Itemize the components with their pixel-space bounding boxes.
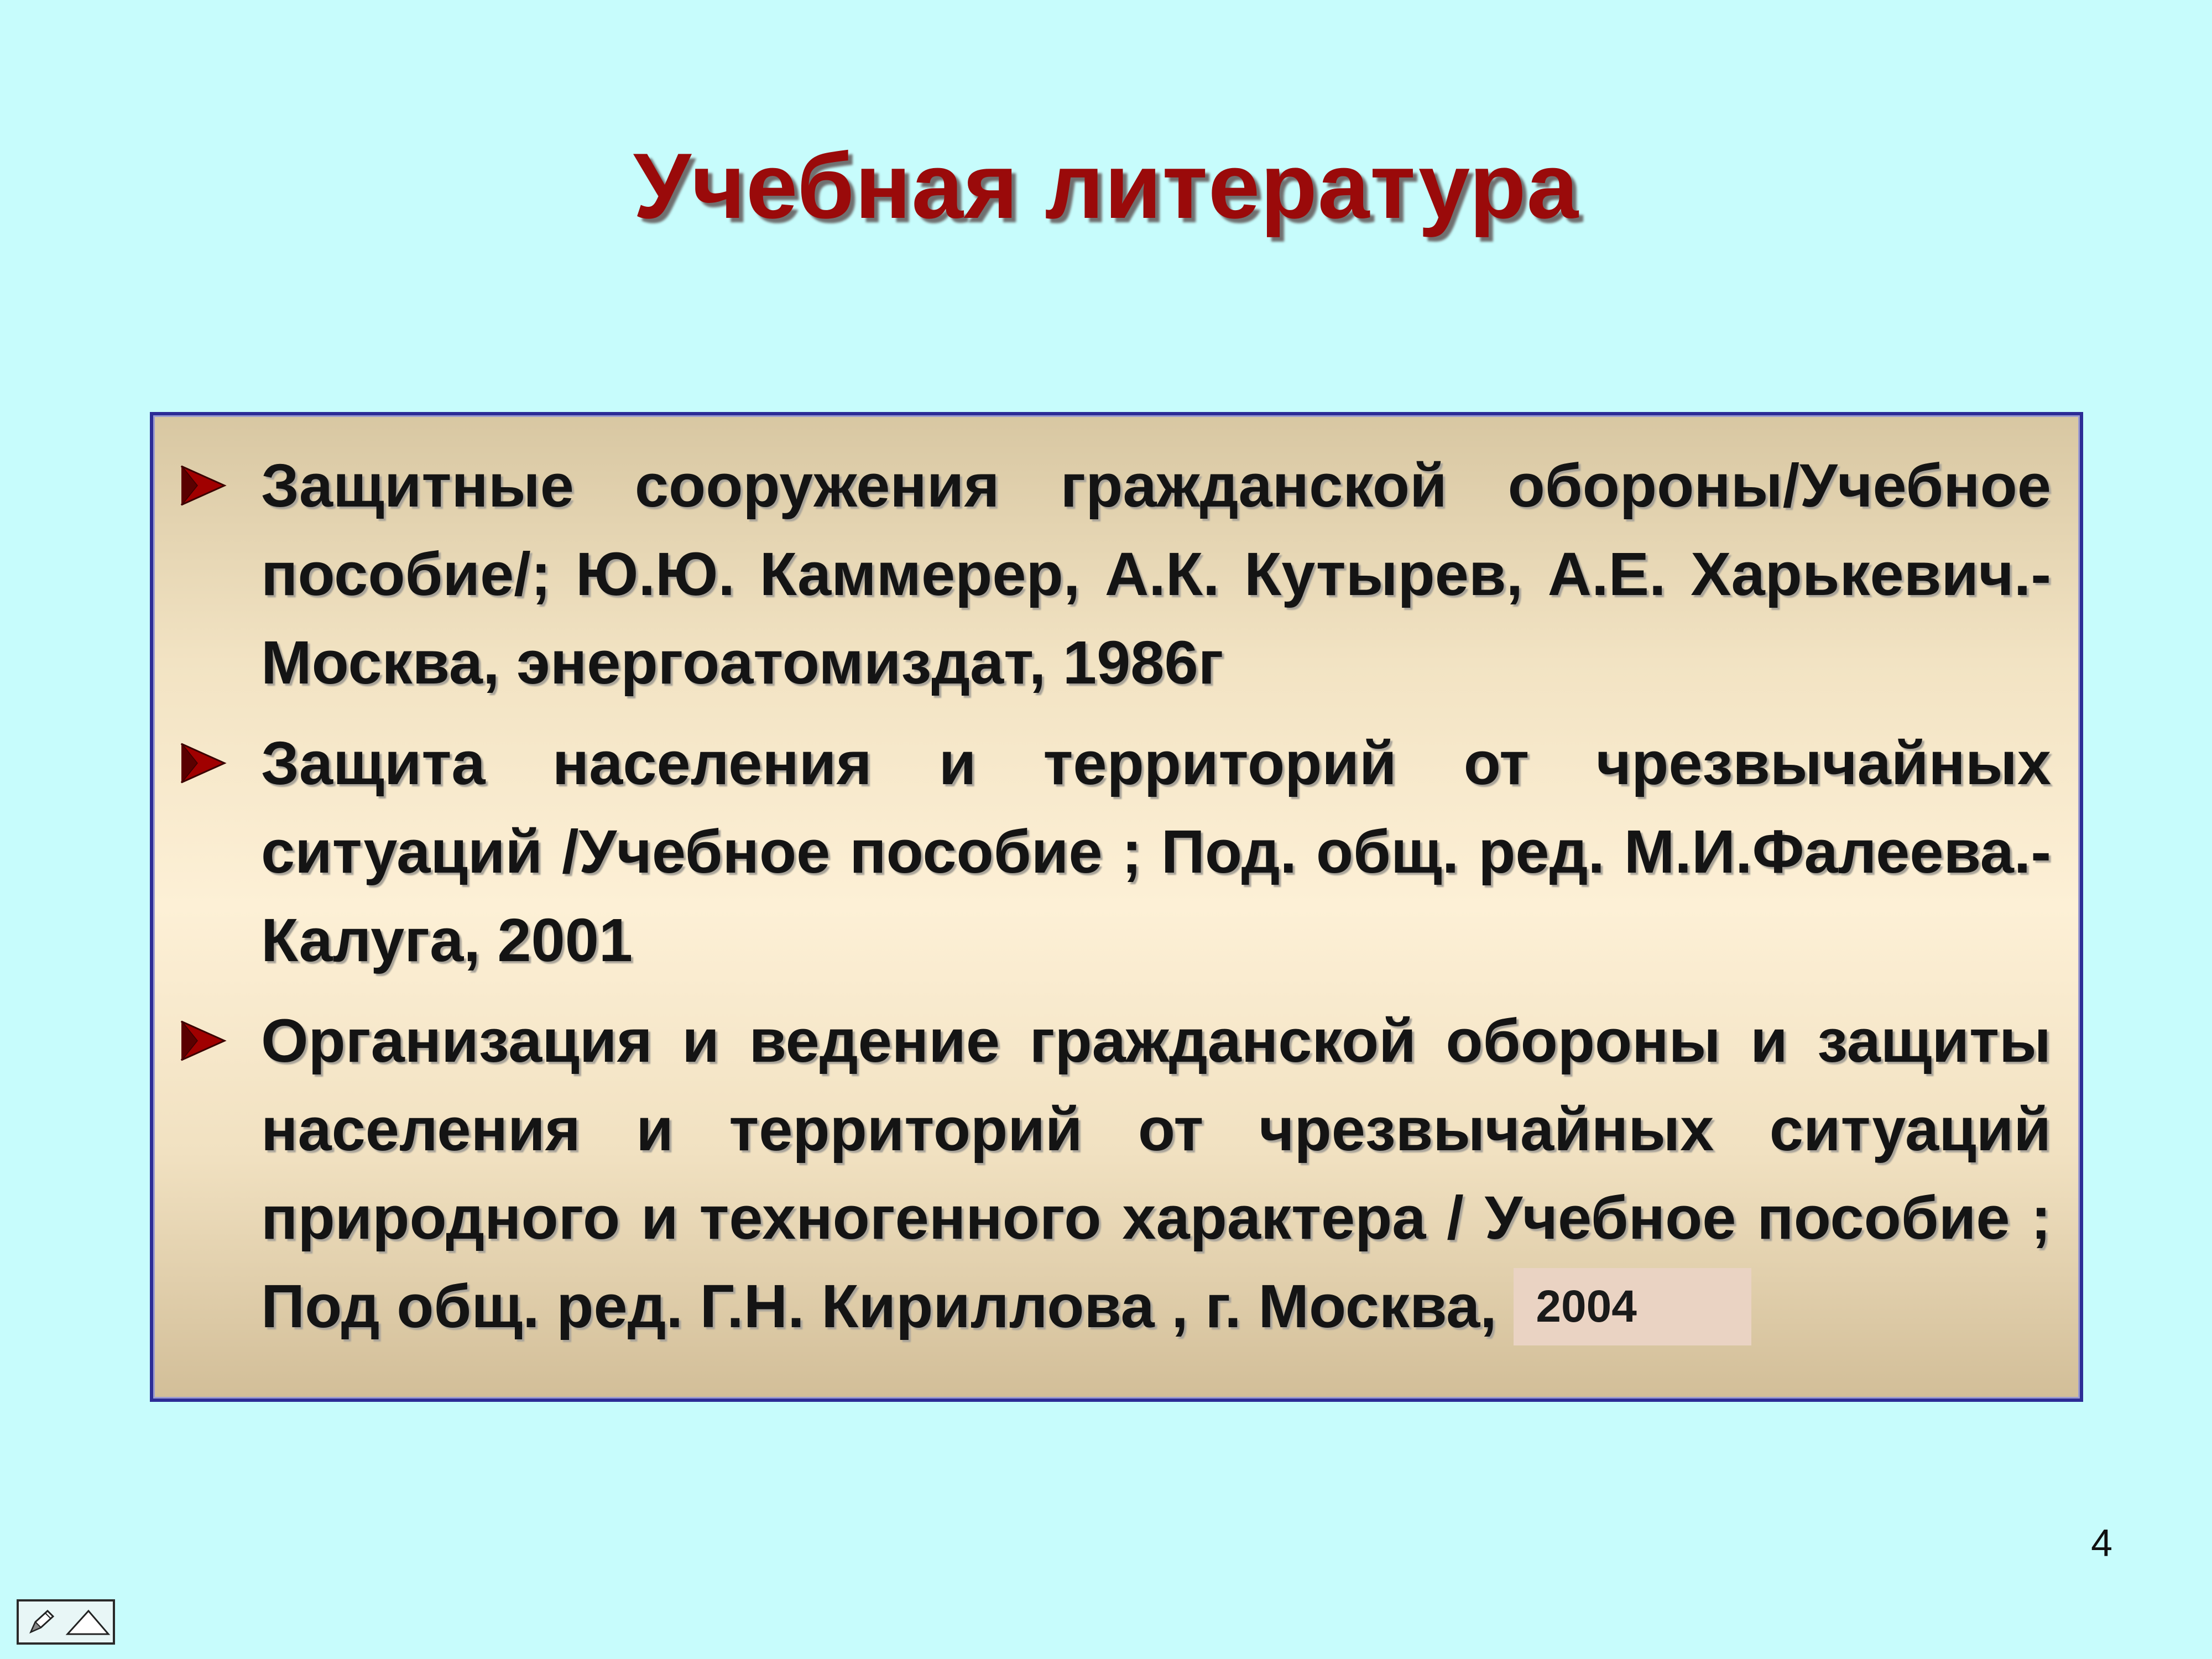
list-item [261, 442, 2051, 707]
slideshow-nav-control[interactable] [17, 1599, 115, 1645]
literature-box [150, 412, 2083, 1402]
pen-icon[interactable] [25, 1605, 59, 1639]
slide-title: Учебная литература [633, 134, 1579, 238]
triangle-menu-icon[interactable] [64, 1605, 112, 1639]
list-item-text-wrapper [261, 997, 2051, 1351]
page-number: 4 [2091, 1521, 2112, 1564]
list-item-text: Организация и ведение гражданской обороны и защиты населения и территорий от чрезвычайных ситуаций природного и техногенного характера / Учебное пособие ; Под общ. ред. Г.Н. Кириллова , г. Москва, [261, 1007, 2051, 1340]
literature-list [153, 442, 2080, 1351]
arrowhead-bullet-icon [178, 738, 228, 788]
list-item [261, 719, 2051, 985]
year-badge: 2004 [1514, 1268, 1751, 1345]
list-item [261, 997, 2051, 1351]
list-item-text: Защитные сооружения гражданской обороны/Учебное пособие/; Ю.Ю. Каммерер, А.К. Кутырев, А.Е. Харькевич.- Москва, энергоатомиздат, 1986г [261, 452, 2051, 697]
arrowhead-bullet-icon [178, 1016, 228, 1066]
arrowhead-bullet-icon [178, 461, 228, 510]
list-item-text: Защита населения и территорий от чрезвычайных ситуаций /Учебное пособие ; Под. общ. ред. М.И.Фалеева.- Калуга, 2001 [261, 729, 2051, 974]
